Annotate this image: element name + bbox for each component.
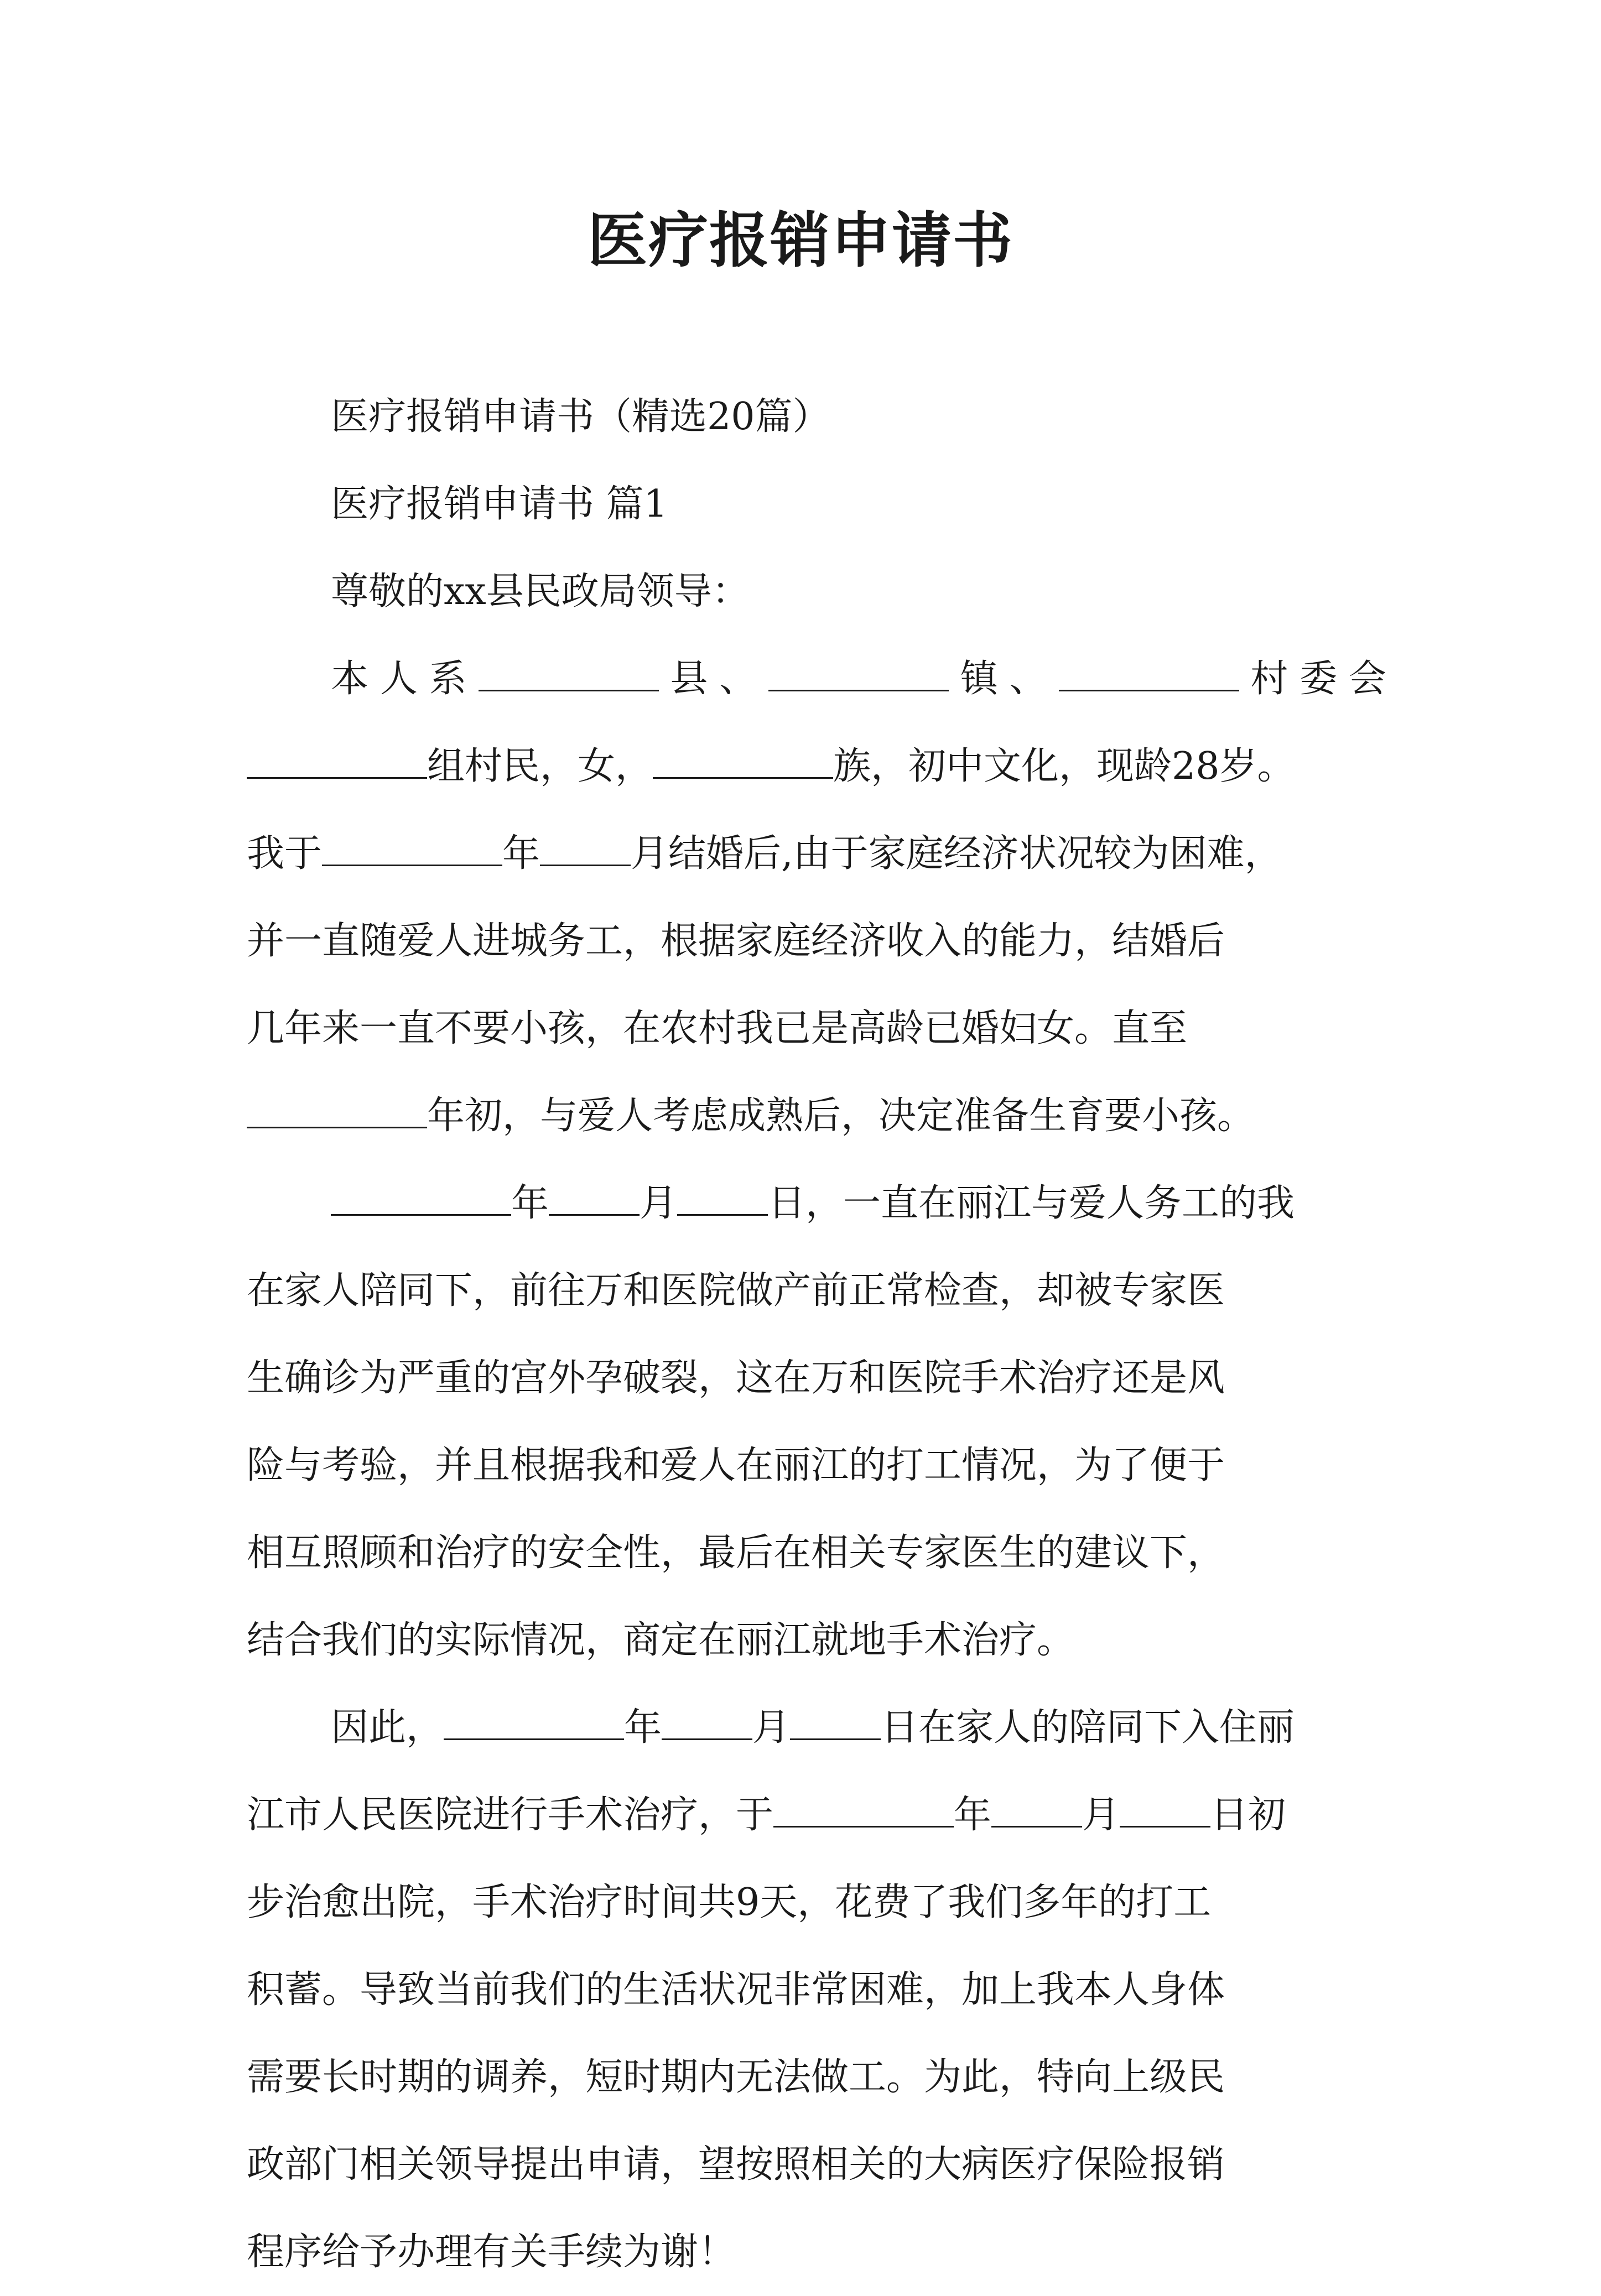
- text-run: 年: [954, 1793, 992, 1837]
- paragraph-line: 政部门相关领导提出申请，望按照相关的大病医疗保险报销: [247, 2143, 1225, 2186]
- fill-in-blank: [247, 743, 427, 779]
- fill-in-blank: [1120, 1792, 1210, 1828]
- section-heading: 医疗报销申请书 篇1: [331, 482, 668, 526]
- fill-in-blank: [790, 1704, 881, 1740]
- text-run: 村委会: [1239, 657, 1386, 701]
- paragraph-line: 步治愈出院，手术治疗时间共9天，花费了我们多年的打工: [247, 1881, 1212, 1924]
- text-run: 日，一直在丽江与爱人务工的我: [768, 1181, 1295, 1225]
- text-run: 年: [511, 1181, 549, 1225]
- text-run: 组村民，女，: [427, 744, 653, 788]
- paragraph-2: [247, 1160, 1386, 1684]
- fill-in-blank: [773, 1792, 954, 1828]
- fill-in-blank: [247, 1092, 427, 1128]
- document-body: [247, 373, 1386, 2296]
- fill-in-blank: [662, 1704, 752, 1740]
- text-run: 月结婚后,由于家庭经济状况较为困难，: [631, 832, 1282, 876]
- document-title: 医疗报销申请书: [587, 206, 1013, 275]
- paragraph-3: [247, 1684, 1386, 2296]
- paragraph-line: 几年来一直不要小孩，在农村我已是高龄已婚妇女。直至: [247, 1007, 1188, 1050]
- paragraph-line: [247, 1772, 1386, 1859]
- text-run: 月: [752, 1706, 791, 1750]
- text-run: 月: [640, 1181, 678, 1225]
- salutation: 尊敬的xx县民政局领导：: [331, 570, 750, 613]
- fill-in-blank: [1059, 655, 1239, 691]
- fill-in-blank: [991, 1792, 1082, 1828]
- text-run: 县、: [658, 657, 768, 701]
- fill-in-blank: [677, 1180, 768, 1216]
- fill-in-blank: [479, 655, 659, 691]
- paragraph-line: 程序给予办理有关手续为谢！: [247, 2230, 736, 2274]
- text-run: 年: [502, 832, 540, 876]
- paragraph-line: [247, 810, 1386, 898]
- fill-in-blank: [444, 1704, 624, 1740]
- paragraph-line: 需要长时期的调养，短时期内无法做工。为此，特向上级民: [247, 2055, 1225, 2099]
- paragraph-line: 相互照顾和治疗的安全性，最后在相关专家医生的建议下，: [247, 1531, 1225, 1575]
- fill-in-blank: [653, 743, 833, 779]
- fill-in-blank: [540, 830, 631, 866]
- fill-in-blank: [331, 1180, 511, 1216]
- paragraph-line: [247, 636, 1386, 723]
- paragraph-line: 积蓄。导致当前我们的生活状况非常困难，加上我本人身体: [247, 1968, 1225, 2012]
- paragraph-line: [247, 1160, 1386, 1247]
- text-run: 江市人民医院进行手术治疗，于: [247, 1793, 774, 1837]
- text-run: 年: [624, 1706, 662, 1750]
- document-subtitle: 医疗报销申请书（精选20篇）: [331, 395, 830, 439]
- paragraph-line: 生确诊为严重的宫外孕破裂，这在万和医院手术治疗还是风: [247, 1356, 1225, 1400]
- paragraph-line: 险与考验，并且根据我和爱人在丽江的打工情况，为了便于: [247, 1444, 1225, 1487]
- text-run: 月: [1082, 1793, 1120, 1837]
- text-run: 本人系: [331, 657, 479, 701]
- text-run: 族，初中文化，现龄28岁。: [833, 744, 1295, 788]
- text-run: 年初，与爱人考虑成熟后，决定准备生育要小孩。: [427, 1094, 1255, 1138]
- text-run: 日在家人的陪同下入住丽: [881, 1706, 1295, 1750]
- text-run: 我于: [247, 832, 323, 876]
- paragraph-line: [247, 1684, 1386, 1772]
- text-run: 日初: [1210, 1793, 1286, 1837]
- text-run: 镇、: [949, 657, 1059, 701]
- paragraph-line: 在家人陪同下，前往万和医院做产前正常检查，却被专家医: [247, 1269, 1225, 1313]
- fill-in-blank: [549, 1180, 640, 1216]
- paragraph-line: 结合我们的实际情况，商定在丽江就地手术治疗。: [247, 1618, 1075, 1662]
- text-run: 因此，: [331, 1706, 444, 1750]
- fill-in-blank: [768, 655, 949, 691]
- paragraph-line: 并一直随爱人进城务工，根据家庭经济收入的能力，结婚后: [247, 919, 1225, 963]
- paragraph-1: [247, 636, 1386, 1160]
- paragraph-line: [247, 1072, 1386, 1160]
- fill-in-blank: [322, 830, 502, 866]
- paragraph-line: [247, 723, 1386, 810]
